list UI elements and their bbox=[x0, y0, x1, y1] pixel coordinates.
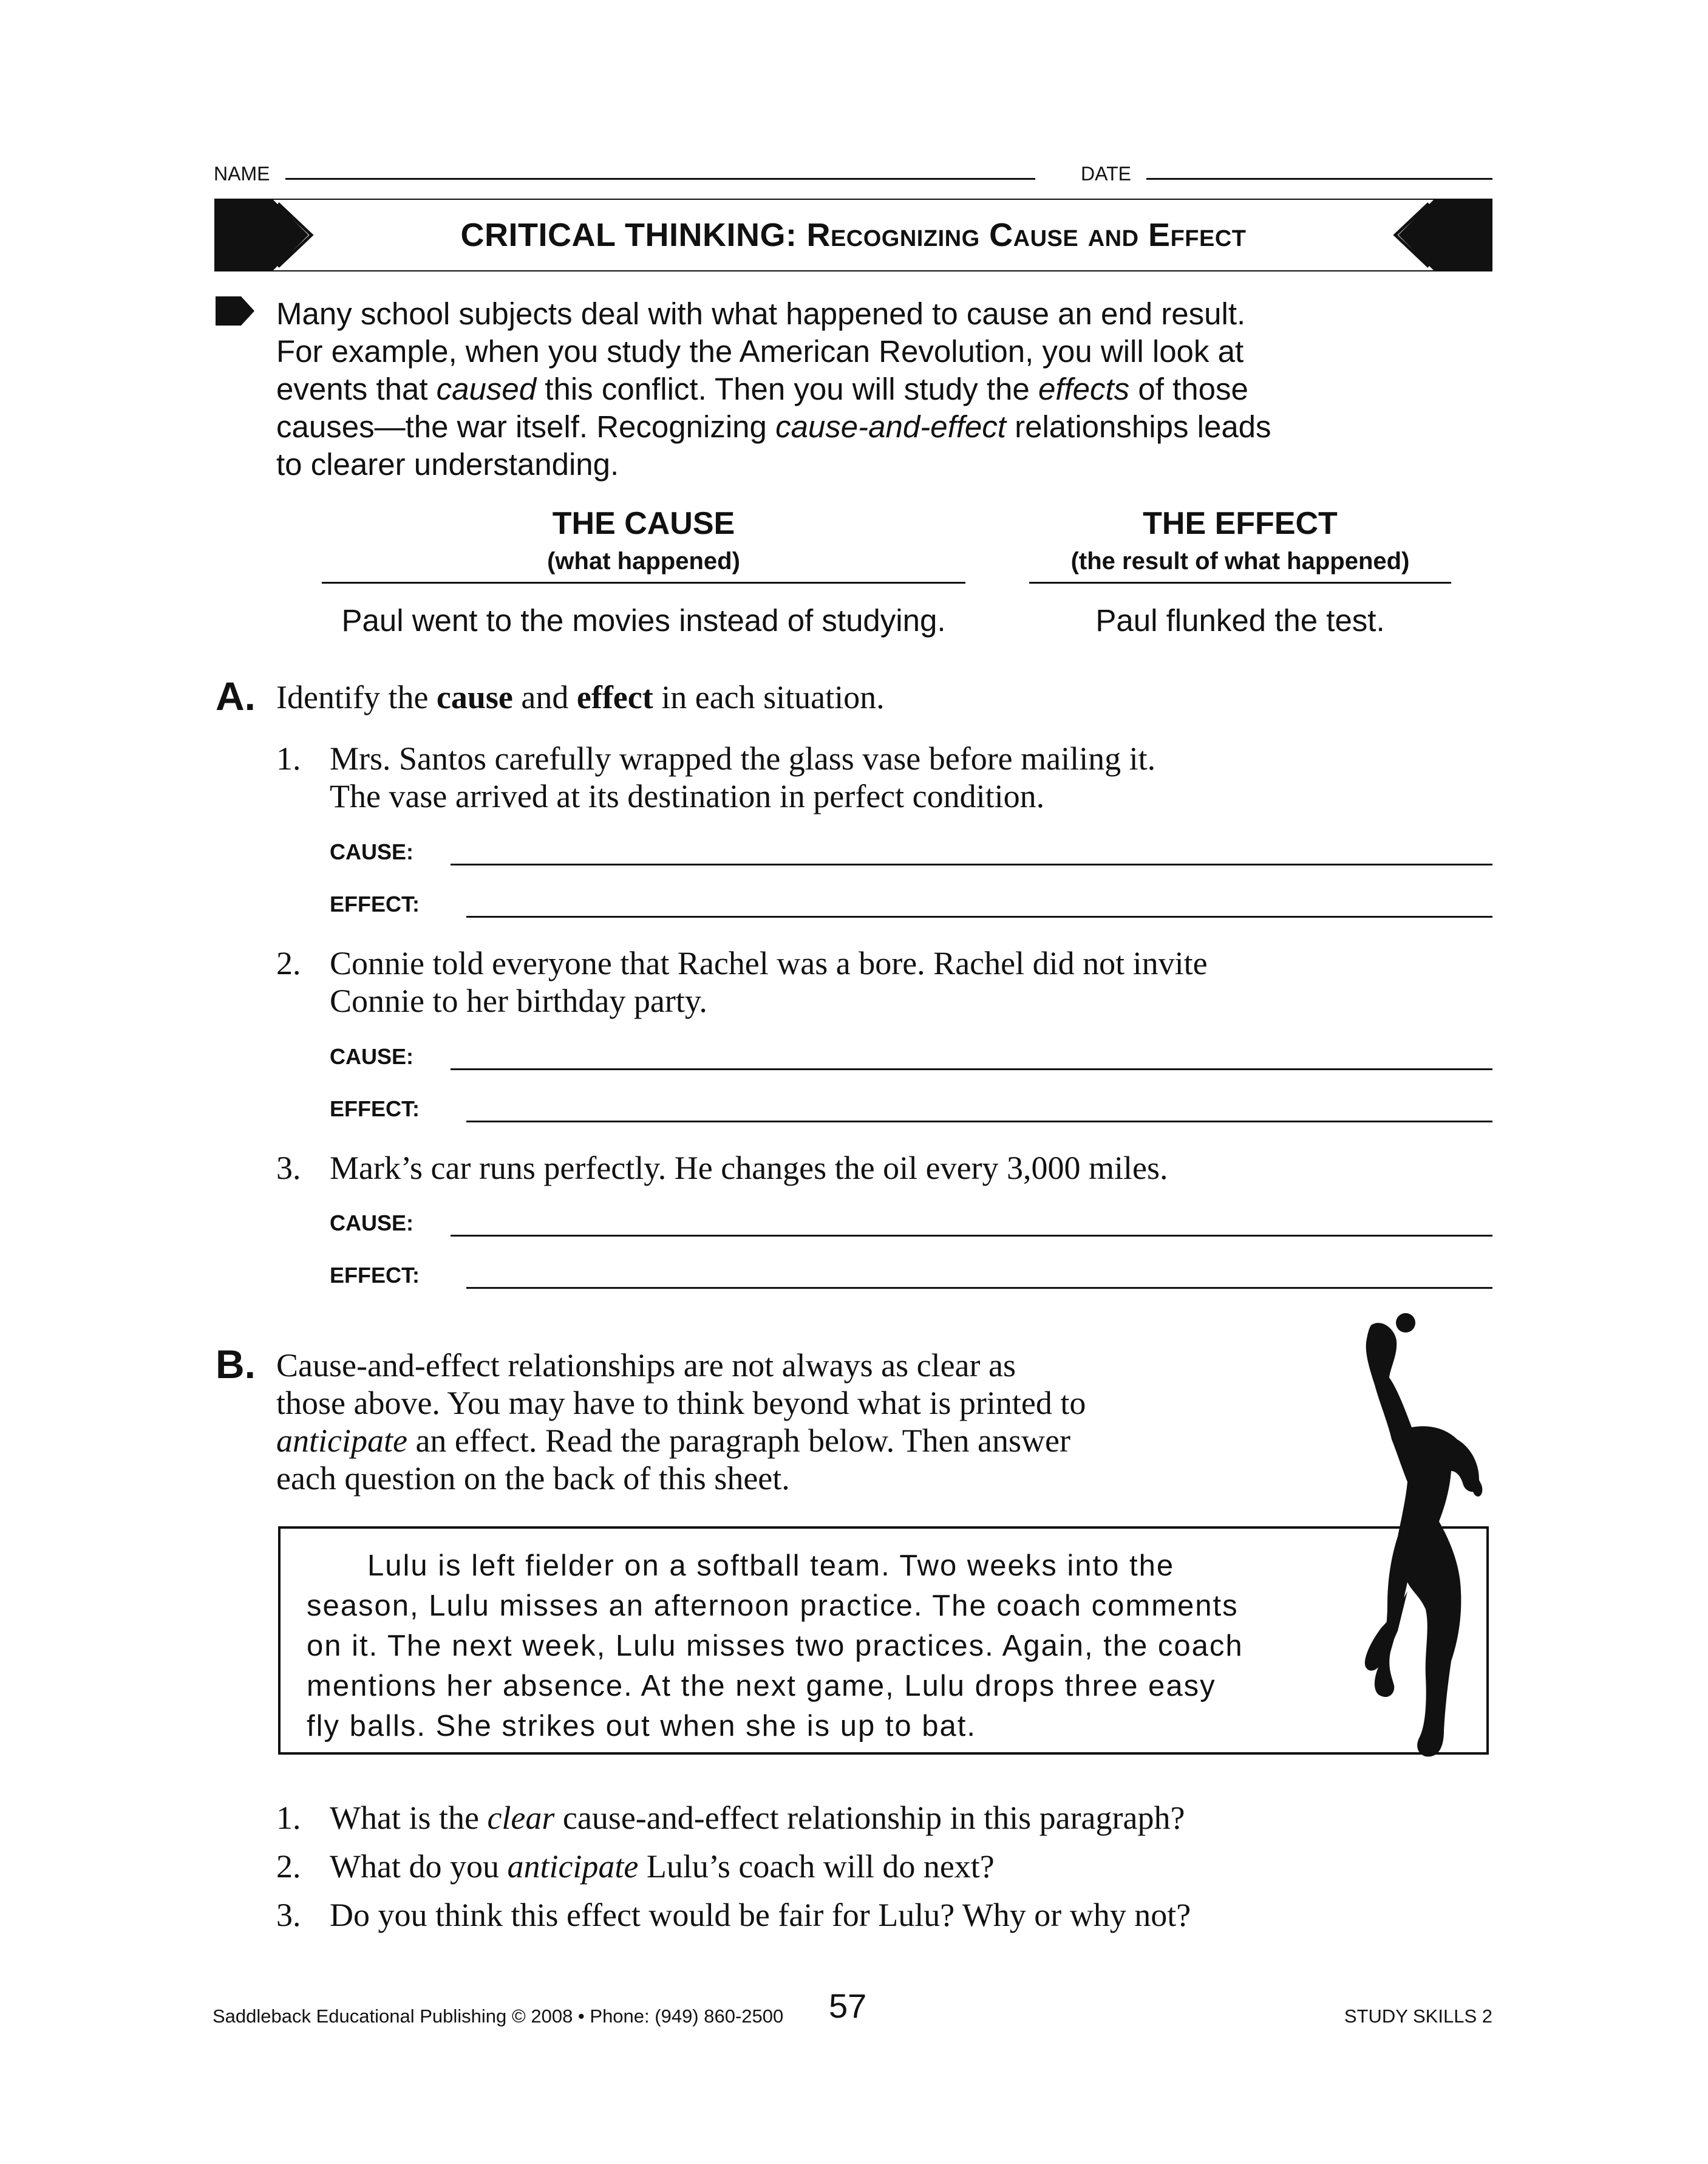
intro-line: causes—the war itself. Recognizing cause-and-effect relationships leads bbox=[276, 409, 1271, 444]
cause-answer-line[interactable] bbox=[451, 1068, 1492, 1070]
cause-answer-line[interactable] bbox=[451, 1235, 1492, 1237]
page-number: 57 bbox=[829, 1987, 867, 2025]
name-line[interactable] bbox=[285, 178, 1035, 180]
item-text: Mark’s car runs perfectly. He changes the oil every 3,000 miles. bbox=[330, 1150, 1168, 1186]
name-label: NAME bbox=[214, 163, 270, 185]
arrow-bullet-icon bbox=[216, 296, 254, 326]
effect-label: EFFECT: bbox=[330, 1096, 420, 1121]
question-text: What is the clear cause-and-effect relationship in this paragraph? bbox=[330, 1800, 1185, 1836]
question-text: What do you anticipate Lulu’s coach will do next? bbox=[330, 1848, 995, 1885]
intro-paragraph bbox=[276, 295, 1369, 483]
effect-label: EFFECT: bbox=[330, 892, 420, 916]
section-a-letter: A. bbox=[216, 674, 256, 718]
section-b-intro: Cause-and-effect relationships are not always as clear as those above. You may have to think beyond what is printed to anticipate an effect. Read the paragraph below. Then answer each question on the back of this sheet. bbox=[276, 1347, 1086, 1497]
softball-player-illustration bbox=[1354, 1312, 1512, 1761]
effect-rule bbox=[1029, 582, 1451, 584]
example-cause-text: Paul went to the movies instead of studying. bbox=[341, 603, 946, 638]
title-text bbox=[214, 199, 1492, 271]
effect-answer-line[interactable] bbox=[466, 1287, 1492, 1289]
effect-heading: THE EFFECT bbox=[1143, 506, 1338, 541]
date-line[interactable] bbox=[1146, 178, 1492, 180]
item-number: 3. bbox=[276, 1150, 301, 1186]
effect-subheading: (the result of what happened) bbox=[1070, 548, 1410, 575]
item-number: 1. bbox=[276, 740, 301, 777]
cause-label: CAUSE: bbox=[330, 839, 414, 864]
effect-answer-line[interactable] bbox=[466, 916, 1492, 918]
footer-series: STUDY SKILLS 2 bbox=[1344, 2005, 1492, 2027]
section-b-letter: B. bbox=[216, 1342, 256, 1387]
intro-line: to clearer understanding. bbox=[276, 447, 619, 482]
cause-answer-line[interactable] bbox=[451, 864, 1492, 865]
effect-label: EFFECT: bbox=[330, 1263, 420, 1288]
effect-answer-line[interactable] bbox=[466, 1121, 1492, 1122]
item-text: Connie told everyone that Rachel was a bore. Rachel did not invite Connie to her birthday party. bbox=[330, 945, 1208, 1019]
question-number: 3. bbox=[276, 1897, 301, 1933]
intro-line: For example, when you study the American Revolution, you will look at bbox=[276, 334, 1244, 369]
cause-rule bbox=[322, 582, 965, 584]
section-a-instruction: Identify the cause and effect in each situation. bbox=[276, 679, 885, 715]
item-text: Mrs. Santos carefully wrapped the glass vase before mailing it. The vase arrived at its destination in perfect condition. bbox=[330, 740, 1156, 814]
cause-subheading: (what happened) bbox=[547, 548, 740, 575]
cause-heading: THE CAUSE bbox=[552, 506, 735, 541]
question-number: 1. bbox=[276, 1800, 301, 1836]
intro-line: Many school subjects deal with what happened to cause an end result. bbox=[276, 296, 1246, 331]
cause-label: CAUSE: bbox=[330, 1044, 414, 1069]
question-text: Do you think this effect would be fair for Lulu? Why or why not? bbox=[330, 1897, 1191, 1933]
question-number: 2. bbox=[276, 1848, 301, 1885]
cause-label: CAUSE: bbox=[330, 1210, 414, 1235]
footer-publisher: Saddleback Educational Publishing © 2008 • Phone: (949) 860-2500 bbox=[213, 2005, 784, 2027]
item-number: 2. bbox=[276, 945, 301, 981]
title-main: Recognizing Cause and Effect bbox=[806, 217, 1247, 253]
intro-line: events that caused this conflict. Then you will study the effects of those bbox=[276, 372, 1248, 406]
title-prefix: CRITICAL THINKING: bbox=[460, 217, 797, 253]
paragraph-box-text: Lulu is left fielder on a softball team. Two weeks into the season, Lulu misses an afternoon practice. The coach comments on it. The next week, Lulu misses two practices. Again, the coach mentions her absence. At the next game, Lulu drops three easy fly balls. She strikes out when she is up to bat. bbox=[307, 1549, 1244, 1742]
date-label: DATE bbox=[1081, 163, 1131, 185]
example-effect-text: Paul flunked the test. bbox=[1095, 603, 1385, 638]
